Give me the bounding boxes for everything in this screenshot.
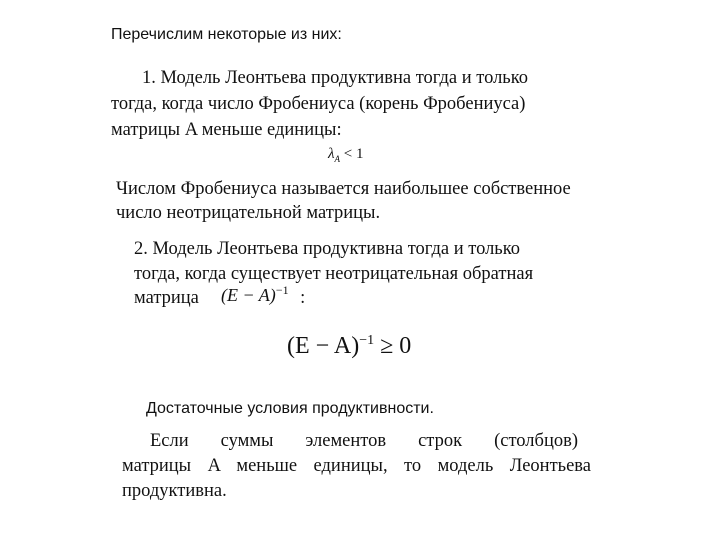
- lambda-subscript: A: [334, 154, 340, 164]
- sufficient-line2: матрицы A меньше единицы, то модель Леонтьева: [122, 456, 591, 476]
- item1-line2: тогда, когда число Фробениуса (корень Фробениуса): [111, 94, 526, 114]
- frobenius-formula: [328, 146, 363, 164]
- item2-line2: тогда, когда существует неотрицательная обратная: [134, 264, 534, 284]
- lambda-symbol: λ: [328, 146, 335, 162]
- inverse-matrix-inline: [221, 283, 289, 306]
- item2-line3-prefix: матрица: [134, 288, 199, 308]
- sufficient-line3: продуктивна.: [122, 481, 227, 501]
- formula1-relation: < 1: [343, 146, 364, 162]
- inline-matrix-exponent: −1: [275, 283, 289, 297]
- formula2-base: (E − A): [287, 333, 360, 359]
- item2-line1: 2. Модель Леонтьева продуктивна тогда и только: [134, 239, 521, 259]
- inline-matrix-base: (E − A): [221, 285, 276, 305]
- sufficient-conditions-title: Достаточные условия продуктивности.: [146, 400, 434, 417]
- intro-text: Перечислим некоторые из них:: [111, 26, 342, 43]
- definition-line2: число неотрицательной матрицы.: [116, 203, 381, 223]
- item2-line3-suffix: :: [300, 288, 306, 308]
- definition-line1: Числом Фробениуса называется наибольшее собственное: [116, 179, 571, 199]
- item1-line1: 1. Модель Леонтьева продуктивна тогда и только: [142, 68, 529, 88]
- formula2-exponent: −1: [359, 333, 375, 348]
- sufficient-line1: Если суммы элементов строк (столбцов): [150, 431, 578, 451]
- formula2-relation: ≥ 0: [380, 333, 412, 359]
- item1-line3: матрицы A меньше единицы:: [111, 120, 342, 140]
- inverse-matrix-formula: [287, 333, 411, 360]
